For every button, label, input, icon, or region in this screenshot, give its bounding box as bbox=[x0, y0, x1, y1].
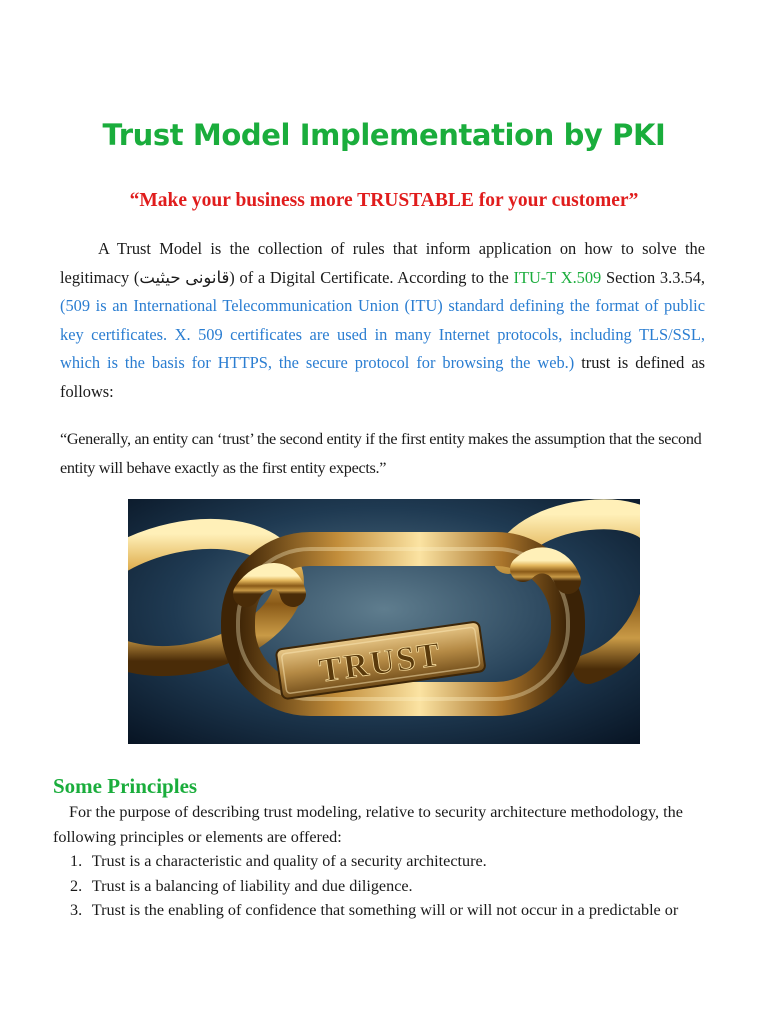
list-item bbox=[70, 874, 730, 899]
list-item-text: Trust is the enabling of confidence that something will or will not occur in a predictable or bbox=[91, 901, 679, 919]
intro-text-3: Section 3.3.54, bbox=[601, 267, 705, 287]
list-item-text: Trust is a balancing of liability and due diligence. bbox=[91, 876, 413, 895]
list-item bbox=[70, 898, 730, 923]
list-item-number: 2. bbox=[70, 876, 83, 895]
principles-list bbox=[70, 849, 730, 923]
list-item-number: 3. bbox=[70, 901, 83, 919]
page-title: Trust Model Implementation by PKI bbox=[102, 118, 666, 152]
urdu-term: قانونی حیثیت bbox=[139, 267, 230, 287]
principles-intro bbox=[53, 800, 719, 849]
intro-text-2: ) of a Digital Certificate. According to the bbox=[229, 267, 514, 287]
chain-illustration bbox=[128, 499, 640, 744]
itu-reference: ITU-T X.509 bbox=[513, 267, 602, 287]
list-item bbox=[70, 849, 730, 874]
principles-intro-text: For the purpose of describing trust modeling, relative to security architecture methodology, the following principles or elements are offered: bbox=[53, 803, 683, 846]
list-item-number: 1. bbox=[70, 852, 83, 870]
trust-chain-image bbox=[128, 499, 640, 744]
trust-definition-quote: “Generally, an entity can ‘trust’ the second entity if the first entity makes the assumption that the second entity will behave exactly as the first entity expects.” bbox=[60, 430, 702, 477]
list-item-text: Trust is a characteristic and quality of a security architecture. bbox=[91, 852, 487, 870]
tagline: “Make your business more TRUSTABLE for your customer” bbox=[129, 190, 639, 211]
intro-text-4: trust is defined as follows: bbox=[60, 353, 706, 401]
intro-paragraph bbox=[60, 235, 705, 407]
intro-text-1: A Trust Model is the collection of rules that inform application on how to solve the legitimacy ( bbox=[60, 239, 705, 287]
x509-definition: (509 is an International Telecommunication Union (ITU) standard defining the format of public key certificates. X. 509 certificates are used in many Internet protocols, including TLS/SSL, which is the basis for HTTPS, the secure protocol for browsing the web.) bbox=[60, 296, 705, 373]
trust-plate-text: TRUST bbox=[316, 635, 445, 690]
section-heading: Some Principles bbox=[53, 774, 198, 798]
